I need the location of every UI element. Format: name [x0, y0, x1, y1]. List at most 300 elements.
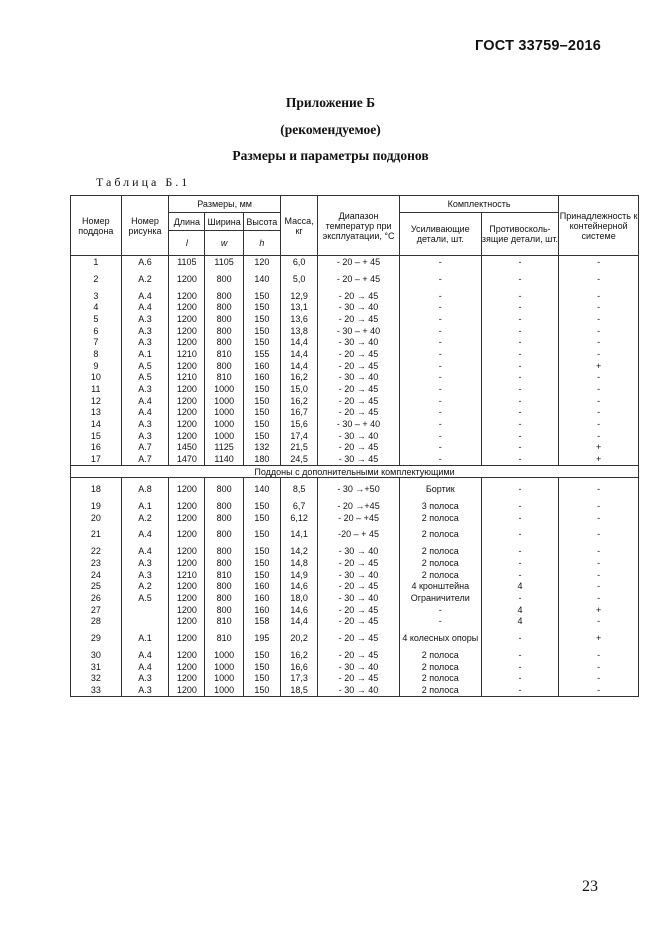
cell-container: - [559, 649, 639, 661]
table-row [71, 592, 639, 604]
cell-temperature: - 30 → 40 [318, 545, 400, 557]
cell-figure: А.3 [121, 418, 169, 430]
cell-temperature: - 30 → 40 [318, 336, 400, 348]
cell-antislip: - [481, 661, 559, 673]
cell-width: 800 [205, 604, 243, 616]
table-row [71, 453, 639, 465]
cell-reinforcing: 2 полоса [399, 545, 481, 557]
cell-number: 21 [71, 523, 122, 545]
cell-height: 160 [243, 604, 280, 616]
cell-width: 1125 [205, 442, 243, 454]
cell-temperature: - 20 → 45 [318, 407, 400, 419]
cell-reinforcing: - [399, 407, 481, 419]
table-row [71, 523, 639, 545]
cell-length: 1200 [169, 268, 205, 290]
cell-width: 800 [205, 301, 243, 313]
cell-mass: 6,7 [280, 500, 317, 512]
cell-mass: 14,9 [280, 569, 317, 581]
cell-height: 150 [243, 512, 280, 524]
cell-length: 1200 [169, 336, 205, 348]
cell-container: + [559, 360, 639, 372]
table-row [71, 604, 639, 616]
cell-antislip: - [481, 290, 559, 302]
cell-temperature: - 20 → 45 [318, 290, 400, 302]
cell-width: 800 [205, 545, 243, 557]
cell-figure: А.4 [121, 395, 169, 407]
cell-temperature: - 20 → 45 [318, 557, 400, 569]
cell-height: 150 [243, 430, 280, 442]
cell-height: 150 [243, 500, 280, 512]
table-row [71, 673, 639, 685]
cell-antislip: - [481, 313, 559, 325]
cell-length: 1200 [169, 360, 205, 372]
cell-height: 150 [243, 336, 280, 348]
cell-container: + [559, 604, 639, 616]
cell-figure: А.3 [121, 557, 169, 569]
cell-length: 1200 [169, 545, 205, 557]
table-row [71, 256, 639, 268]
cell-mass: 20,2 [280, 627, 317, 649]
cell-mass: 16,2 [280, 372, 317, 384]
cell-height: 150 [243, 407, 280, 419]
cell-length: 1200 [169, 684, 205, 696]
cell-temperature: - 30 → 40 [318, 684, 400, 696]
table-body-extra [71, 478, 639, 697]
col-header-number: Номер поддона [71, 196, 122, 256]
cell-figure: А.5 [121, 592, 169, 604]
cell-length: 1200 [169, 395, 205, 407]
cell-antislip: 4 [481, 580, 559, 592]
cell-temperature: - 20 →+45 [318, 500, 400, 512]
appendix-status: (рекомендуемое) [280, 122, 381, 137]
cell-reinforcing: 4 кронштейна [399, 580, 481, 592]
cell-height: 150 [243, 649, 280, 661]
cell-mass: 14,6 [280, 580, 317, 592]
cell-figure: А.8 [121, 478, 169, 501]
cell-length: 1200 [169, 430, 205, 442]
cell-figure: А.3 [121, 336, 169, 348]
cell-height: 150 [243, 523, 280, 545]
cell-figure: А.1 [121, 500, 169, 512]
cell-mass: 6,0 [280, 256, 317, 268]
cell-figure: А.4 [121, 523, 169, 545]
cell-antislip: - [481, 453, 559, 465]
cell-mass: 14,4 [280, 360, 317, 372]
cell-number: 32 [71, 673, 122, 685]
cell-height: 150 [243, 383, 280, 395]
cell-number: 15 [71, 430, 122, 442]
table-row [71, 395, 639, 407]
cell-figure: А.1 [121, 627, 169, 649]
cell-length: 1200 [169, 418, 205, 430]
cell-mass: 14,4 [280, 616, 317, 628]
cell-mass: 18,5 [280, 684, 317, 696]
table-row [71, 512, 639, 524]
cell-length: 1200 [169, 478, 205, 501]
cell-height: 120 [243, 256, 280, 268]
cell-container: - [559, 545, 639, 557]
cell-figure: А.1 [121, 348, 169, 360]
cell-container: - [559, 523, 639, 545]
cell-reinforcing: - [399, 442, 481, 454]
cell-length: 1200 [169, 500, 205, 512]
cell-temperature: -20 – + 45 [318, 523, 400, 545]
cell-reinforcing: - [399, 268, 481, 290]
table-row [71, 442, 639, 454]
cell-number: 17 [71, 453, 122, 465]
cell-reinforcing: - [399, 360, 481, 372]
cell-reinforcing: - [399, 383, 481, 395]
cell-reinforcing: - [399, 453, 481, 465]
cell-number: 16 [71, 442, 122, 454]
cell-reinforcing: 2 полоса [399, 523, 481, 545]
cell-reinforcing: - [399, 325, 481, 337]
cell-temperature: - 30 → 40 [318, 301, 400, 313]
cell-reinforcing: - [399, 336, 481, 348]
cell-temperature: - 20 → 45 [318, 673, 400, 685]
cell-temperature: - 20 → 45 [318, 649, 400, 661]
cell-figure [121, 616, 169, 628]
cell-figure: А.5 [121, 360, 169, 372]
cell-container: + [559, 453, 639, 465]
cell-figure: А.5 [121, 372, 169, 384]
appendix-heading: Приложение Б [285, 95, 376, 110]
cell-container: - [559, 684, 639, 696]
table-row [71, 616, 639, 628]
cell-temperature: - 20 → 45 [318, 360, 400, 372]
cell-container: - [559, 348, 639, 360]
cell-length: 1200 [169, 580, 205, 592]
cell-reinforcing: - [399, 395, 481, 407]
cell-figure: А.4 [121, 290, 169, 302]
cell-mass: 24,5 [280, 453, 317, 465]
cell-length: 1200 [169, 290, 205, 302]
cell-height: 150 [243, 661, 280, 673]
cell-antislip: - [481, 268, 559, 290]
col-header-kit: Комплектность [399, 196, 558, 213]
cell-number: 10 [71, 372, 122, 384]
cell-temperature: - 20 – + 45 [318, 256, 400, 268]
cell-reinforcing: 2 полоса [399, 661, 481, 673]
standard-number: ГОСТ 33759–2016 [475, 38, 601, 54]
cell-reinforcing: - [399, 348, 481, 360]
table-row [71, 569, 639, 581]
cell-container: + [559, 442, 639, 454]
cell-number: 28 [71, 616, 122, 628]
cell-antislip: - [481, 557, 559, 569]
cell-container: - [559, 478, 639, 501]
cell-width: 1000 [205, 430, 243, 442]
cell-antislip: 4 [481, 616, 559, 628]
cell-reinforcing: 3 полоса [399, 500, 481, 512]
cell-mass: 14,1 [280, 523, 317, 545]
cell-antislip: - [481, 649, 559, 661]
cell-width: 1000 [205, 684, 243, 696]
table-row [71, 684, 639, 696]
cell-mass: 12,9 [280, 290, 317, 302]
cell-width: 800 [205, 557, 243, 569]
cell-figure: А.4 [121, 649, 169, 661]
cell-figure: А.7 [121, 453, 169, 465]
cell-antislip: - [481, 418, 559, 430]
table-row [71, 336, 639, 348]
cell-mass: 16,6 [280, 661, 317, 673]
cell-mass: 16,2 [280, 395, 317, 407]
cell-figure: А.6 [121, 256, 169, 268]
cell-height: 155 [243, 348, 280, 360]
cell-width: 800 [205, 290, 243, 302]
table-row [71, 348, 639, 360]
cell-container: - [559, 580, 639, 592]
cell-number: 3 [71, 290, 122, 302]
cell-mass: 6,12 [280, 512, 317, 524]
cell-number: 2 [71, 268, 122, 290]
table-row [71, 649, 639, 661]
cell-length: 1470 [169, 453, 205, 465]
col-symbol-height: h [243, 231, 280, 256]
cell-temperature: - 20 → 45 [318, 616, 400, 628]
cell-antislip: - [481, 348, 559, 360]
cell-antislip: - [481, 430, 559, 442]
table-row [71, 557, 639, 569]
cell-height: 150 [243, 569, 280, 581]
cell-number: 6 [71, 325, 122, 337]
cell-mass: 14,4 [280, 348, 317, 360]
cell-figure: А.3 [121, 313, 169, 325]
cell-number: 7 [71, 336, 122, 348]
cell-height: 180 [243, 453, 280, 465]
col-header-dimensions: Размеры, мм [169, 196, 281, 213]
cell-height: 150 [243, 301, 280, 313]
cell-number: 12 [71, 395, 122, 407]
cell-length: 1200 [169, 301, 205, 313]
cell-temperature: - 20 → 45 [318, 580, 400, 592]
cell-container: - [559, 256, 639, 268]
cell-mass: 21,5 [280, 442, 317, 454]
cell-container: - [559, 325, 639, 337]
cell-temperature: - 30 → 40 [318, 569, 400, 581]
cell-number: 29 [71, 627, 122, 649]
cell-temperature: - 30 → 40 [318, 661, 400, 673]
cell-number: 4 [71, 301, 122, 313]
cell-width: 810 [205, 569, 243, 581]
col-header-container: Принадлежность к контейнерной системе [559, 196, 639, 256]
cell-height: 150 [243, 684, 280, 696]
cell-mass: 13,8 [280, 325, 317, 337]
col-header-mass: Масса, кг [280, 196, 317, 256]
cell-height: 150 [243, 313, 280, 325]
cell-height: 150 [243, 395, 280, 407]
cell-number: 25 [71, 580, 122, 592]
cell-antislip: - [481, 478, 559, 501]
cell-temperature: - 30 – + 40 [318, 325, 400, 337]
table-row [71, 268, 639, 290]
cell-container: - [559, 407, 639, 419]
cell-reinforcing: - [399, 301, 481, 313]
cell-container: - [559, 616, 639, 628]
cell-reinforcing: Ограничители [399, 592, 481, 604]
cell-height: 150 [243, 325, 280, 337]
col-header-figure: Номер рисунка [121, 196, 169, 256]
col-header-length: Длина [169, 213, 205, 231]
cell-mass: 15,0 [280, 383, 317, 395]
cell-container: - [559, 418, 639, 430]
cell-mass: 14,2 [280, 545, 317, 557]
cell-width: 800 [205, 336, 243, 348]
cell-temperature: - 20 → 45 [318, 627, 400, 649]
cell-length: 1210 [169, 569, 205, 581]
cell-temperature: - 30 →+50 [318, 478, 400, 501]
cell-antislip: - [481, 523, 559, 545]
table-row [71, 372, 639, 384]
cell-antislip: - [481, 336, 559, 348]
cell-temperature: - 20 → 45 [318, 395, 400, 407]
cell-width: 800 [205, 592, 243, 604]
cell-antislip: - [481, 407, 559, 419]
cell-antislip: - [481, 673, 559, 685]
cell-figure: А.4 [121, 407, 169, 419]
cell-height: 140 [243, 268, 280, 290]
cell-container: - [559, 500, 639, 512]
cell-container: - [559, 268, 639, 290]
cell-number: 14 [71, 418, 122, 430]
cell-length: 1200 [169, 661, 205, 673]
cell-length: 1200 [169, 649, 205, 661]
cell-antislip: 4 [481, 604, 559, 616]
cell-temperature: - 20 → 45 [318, 383, 400, 395]
cell-number: 8 [71, 348, 122, 360]
cell-reinforcing: - [399, 418, 481, 430]
cell-width: 800 [205, 580, 243, 592]
cell-figure: А.2 [121, 512, 169, 524]
col-symbol-width: w [205, 231, 243, 256]
cell-antislip: - [481, 545, 559, 557]
cell-length: 1200 [169, 604, 205, 616]
cell-reinforcing: - [399, 313, 481, 325]
cell-width: 1105 [205, 256, 243, 268]
cell-mass: 13,1 [280, 301, 317, 313]
cell-antislip: - [481, 383, 559, 395]
table-row [71, 430, 639, 442]
cell-length: 1450 [169, 442, 205, 454]
cell-width: 800 [205, 512, 243, 524]
col-header-antislip: Противосколь-зящие детали, шт. [481, 213, 559, 256]
table-row [71, 290, 639, 302]
cell-container: + [559, 627, 639, 649]
cell-width: 1000 [205, 418, 243, 430]
cell-height: 158 [243, 616, 280, 628]
col-symbol-length: l [169, 231, 205, 256]
cell-width: 810 [205, 627, 243, 649]
cell-number: 31 [71, 661, 122, 673]
cell-number: 26 [71, 592, 122, 604]
cell-temperature: - 20 – +45 [318, 512, 400, 524]
cell-height: 132 [243, 442, 280, 454]
cell-figure: А.7 [121, 442, 169, 454]
table-section [71, 466, 639, 478]
cell-temperature: - 30 → 40 [318, 430, 400, 442]
cell-antislip: - [481, 325, 559, 337]
cell-height: 150 [243, 545, 280, 557]
cell-width: 810 [205, 348, 243, 360]
cell-length: 1200 [169, 627, 205, 649]
cell-figure: А.3 [121, 569, 169, 581]
cell-width: 810 [205, 616, 243, 628]
cell-height: 150 [243, 557, 280, 569]
cell-width: 800 [205, 313, 243, 325]
cell-width: 1000 [205, 407, 243, 419]
cell-figure: А.2 [121, 268, 169, 290]
cell-antislip: - [481, 301, 559, 313]
cell-height: 160 [243, 360, 280, 372]
table-row [71, 478, 639, 501]
cell-width: 800 [205, 478, 243, 501]
cell-figure: А.4 [121, 545, 169, 557]
table-row [71, 301, 639, 313]
cell-reinforcing: Бортик [399, 478, 481, 501]
cell-mass: 5,0 [280, 268, 317, 290]
cell-width: 1000 [205, 673, 243, 685]
cell-antislip: - [481, 372, 559, 384]
cell-height: 195 [243, 627, 280, 649]
cell-width: 1000 [205, 395, 243, 407]
col-header-width: Ширина [205, 213, 243, 231]
cell-mass: 13,6 [280, 313, 317, 325]
cell-length: 1200 [169, 616, 205, 628]
cell-temperature: - 30 → 40 [318, 592, 400, 604]
cell-length: 1210 [169, 372, 205, 384]
cell-reinforcing: - [399, 290, 481, 302]
cell-number: 30 [71, 649, 122, 661]
cell-number: 23 [71, 557, 122, 569]
table-row [71, 313, 639, 325]
table-row [71, 418, 639, 430]
cell-number: 27 [71, 604, 122, 616]
table-row [71, 383, 639, 395]
cell-temperature: - 20 → 45 [318, 442, 400, 454]
cell-figure: А.3 [121, 325, 169, 337]
section-label: Поддоны с дополнительными комплектующими [71, 466, 639, 478]
appendix-title: Размеры и параметры поддонов [232, 148, 429, 163]
cell-number: 19 [71, 500, 122, 512]
cell-length: 1200 [169, 383, 205, 395]
cell-antislip: - [481, 512, 559, 524]
cell-length: 1200 [169, 557, 205, 569]
cell-number: 9 [71, 360, 122, 372]
col-header-height: Высота [243, 213, 280, 231]
cell-figure: А.3 [121, 673, 169, 685]
cell-reinforcing: 2 полоса [399, 557, 481, 569]
cell-mass: 14,8 [280, 557, 317, 569]
cell-width: 800 [205, 360, 243, 372]
cell-container: - [559, 592, 639, 604]
table-label: Таблица Б.1 [96, 175, 191, 189]
cell-container: - [559, 395, 639, 407]
cell-antislip: - [481, 395, 559, 407]
cell-antislip: - [481, 592, 559, 604]
cell-mass: 14,6 [280, 604, 317, 616]
col-header-temperature: Диапазон температур при эксплуатации, °С [318, 196, 400, 256]
cell-antislip: - [481, 684, 559, 696]
cell-number: 5 [71, 313, 122, 325]
cell-reinforcing: 4 колесных опоры [399, 627, 481, 649]
cell-figure [121, 604, 169, 616]
cell-temperature: - 30 → 45 [318, 453, 400, 465]
cell-reinforcing: 2 полоса [399, 684, 481, 696]
cell-container: - [559, 673, 639, 685]
cell-figure: А.3 [121, 430, 169, 442]
cell-container: - [559, 661, 639, 673]
